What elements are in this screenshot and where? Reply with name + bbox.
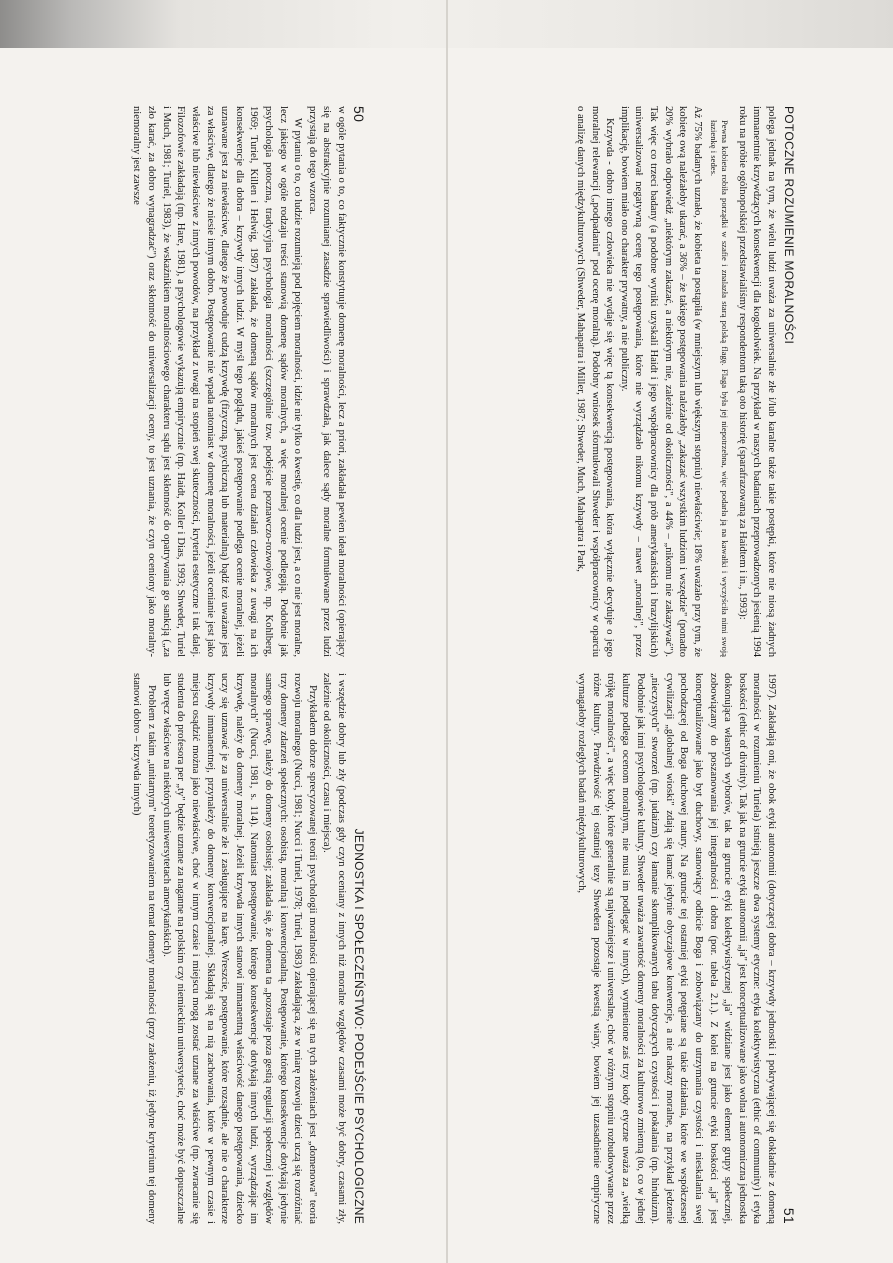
- paragraph: W pytaniu o to, co ludzie rozumieją pod pojęciem moralności, idzie nie tylko o kwestię, co dla ludzi jest, a co nie jest moralne, lecz jakiego w ogóle rodzaju treści stanowią domenę sądów moralnych, a więc moralnej ocenie podlegają. Podobnie jak psychologia potoczna, tradycyjna psychologia moralności (szczególnie tzw. podejście poznawczo-rozwojowe, np. Kohlberg, 1969; Turiel, Killen i Helwig, 1987) zakłada, że domeną sądów moralnych jest ocena działań człowieka z uwagi na ich konsekwencje dla dobra – krzywdy innych ludzi. W myśl tego poglądu, jakieś postępowanie podlega ocenie moralnej, jeżeli uznawane jest za niewłaściwe, dlatego że powoduje cudzą krzywdę (fizyczną, psychiczną lub materialną) bądź też uważane jest za właściwe, dlatego że niesie innym dobro. Postępowanie nie wpada natomiast w domenę moralności, jeżeli ocenianie jest jako właściwe lub niewłaściwe z innych powodów, na przykład z uwagi na stopień swej skuteczności, kryteria estetyczne i tak dalej. Filozofowie zakładają (np. Hare, 1981), a psychologowie wykazują empirycznie (np. Haidt, Koller i Dias, 1993; Shweder, Turiel i Much, 1981; Turiel, 1983), że wskaźnikiem moralnościowego charakteru sądu jest skłonność do opatrywania go sankcją („za zło karać, za dobro wynagradzać") oraz skłonność do uniwersalizacji oceny, to jest uznania, że czyn oceniony jako moralny-niemoralny jest zawsze: [131, 106, 304, 657]
- paragraph: polega jednak na tym, że wielu ludzi uważa za uniwersalnie złe i/lub karalne także takie postępki, które nie niosą żadnych immanentnie krzywdzących konsekwencji dla kogokolwiek. Na przykład w naszych badaniach przeprowadzonych jesienią 1994 roku na próbie ogólnopolskiej przedstawialiśmy respondentom taką oto historię (sparafrazowaną za Haidtem i in., 1993):: [736, 106, 777, 657]
- story-excerpt: Pewna kobieta robiła porządki w szafie i znalazła starą polską flagę. Flaga była jej niepotrzebna, więc podarła ją na kawałki i wyczyściła nimi swoją łazienkę i sedes.: [709, 120, 731, 657]
- page-number: 51: [781, 1207, 797, 1224]
- running-header: JEDNOSTKA I SPOŁECZEŃSTWO: PODEJŚCIE PSYCHOLOGICZNE: [352, 828, 366, 1224]
- left-page-column-1: [18, 106, 348, 657]
- paragraph: Problem z takim „unitarnym" teoretyzowaniem na temat domeny moralności (przy założeniu, iż jedyne kryterium tej domeny stanowi dobro – krzywda innych): [131, 673, 158, 1224]
- left-page: [10, 100, 370, 1230]
- page-number: 50: [351, 106, 367, 123]
- paragraph: Aż 75% badanych uznało, że kobieta ta postąpiła (w mniejszym lub większym stopniu) niewłaściwie; 18% uważało przy tym, że kobietę ową należałoby ukarać, a 36% – że takiego postępowania należałoby „zakazać wszystkim ludziom i wszędzie" (ponadto 20% wybrało odpowiedź „niektórym zakazać, a niektórym nie, zależnie od okoliczności", a 44% – „nikomu nie zakazywać"). Tak więc co trzeci badany (a podobne wyniki uzyskali Haidt i jego współpracownicy dla prób amerykańskich i brazylijskich) uniwersalizował negatywną ocenę tego postępowania, które nie wyrządzało nikomu krzywdy – nawet „moralnej", przez implikację, bowiem miało ono charakter prywatny, a nie publiczny.: [618, 106, 703, 657]
- right-page-header: [778, 100, 800, 1230]
- paragraph: 1997). Zakładają oni, że obok etyki autonomii (dotyczącej dobra – krzywdy jednostki i pokrywającej się dokładnie z domeną moralności w rozumieniu Turiela) istnieją jeszcze dwa systemy etyczne: etyka kolektywistyczna (ethic of community) i etyka boskości (ethic of divinity). Tak jak na gruncie etyki autonomii „ja" jest konceptualizowane jako wolna i autonomiczna jednostka dokonująca własnych wyborów, tak na gruncie etyki kolektywistycznej „ja" widziane jest jako element grupy społecznej, zobowiązany do poszanowania jej integralności i dobra (por. tabela 2.1.). Z kolei na gruncie etyki boskości „ja" jest konceptualizowane jako byt duchowy, stanowiący odbicie Boga i zobowiązany do utrzymania czystości i nieskalania swej pochodzącej od Boga duchowej natury. Na gruncie tej ostatniej etyki potępiane są takie działania, które we współczesnej cywilizacji „globalnej wioski" zdają się łamać jedynie obyczajowe konwencje, a nie nakazy moralne, na przykład jedzenie „nieczystych" stworzeń (np. judaizm) czy łamanie skomplikowanych tabu dotyczących czystości i pokalania (np. hinduizm). Podobnie jak inni psychologowie kultury, Shweder uważa zawartość domeny moralności za kulturowo zmienną (to, co w jednej kulturze podlega ocenom moralnym, nie musi im podlegać w innych), wymienione zaś trzy kody etyczne uważa za „wielką trójkę moralności", a więc kody, które generalnie są najważniejsze i uniwersalne, choć w różnym stopniu rozbudowywane przez różne kultury. Prawdziwość tej ostatniej tezy Shwedera pozostaje kwestią wiary, bowiem jej uzasadnienie empiryczne wymagałoby rozległych badań międzykulturowych,: [576, 673, 777, 1224]
- paragraph: w ogóle pytania o to, co faktycznie konstytuuje domenę moralności, lecz a priori, zakładała pewien ideał moralności (opierający się na abstrakcyjnie rozumianej zasadzie sprawiedliwości) i sprawdzała, jak dalece sądy moralne formułowane przez ludzi przystają do tego wzorca.: [306, 106, 347, 657]
- right-page: [440, 100, 800, 1230]
- running-header: POTOCZNE ROZUMIENIE MORALNOŚCI: [782, 106, 796, 345]
- left-page-column-2: [18, 673, 348, 1224]
- right-page-column-1: [448, 106, 778, 657]
- paragraph: Przykładem dobrze sprecyzowanej teorii psychologii moralności opierającej się na tych założeniach jest „domenowa" teoria rozwoju moralnego (Nucci, 1981; Nucci i Turiel, 1978; Turiel, 1983) zakładająca, że w miarę rozwoju dzieci uczą się rozróżniać trzy domeny zdarzeń społecznych: osobistą, moralną i konwencjonalną. Postępowanie, którego konsekwencje dotykają jedynie samego sprawcę, należy do domeny osobistej; zakłada się, że domena ta „pozostaje poza gestią regulacji społecznej i względów moralnych" (Nucci, 1981, s. 114). Natomiast postępowanie, którego konsekwencje dotykają innych ludzi, wyrządzając im krzywdę, należy do domeny moralnej. Jeżeli krzywda innych stanowi immanentną właściwość danego postępowania, dziecko uczy się uznawać je za uniwersalnie złe i zasługujące na karę. Wreszcie, postępowanie, które rozsądnie, ale nie o charakterze krzywdy immanentnej, przynależy do domeny konwencjonalnej. Składają się na nią zachowania, które w pewnym czasie i miejscu osądzić można jako niewłaściwe, choć w innym czasie i miejscu mogą zostać uznane za właściwe (np. zwracanie się studenta do profesora per „ty" będzie uznane za naganne na polskim czy niemieckim uniwersytecie, choć może być dopuszczalne lub wręcz właściwe na niektórych uniwersytetach amerykańskich).: [160, 673, 318, 1224]
- right-page-column-2: [448, 673, 778, 1224]
- left-page-header: [348, 100, 370, 1230]
- paragraph: Krzywda - dobro innego człowieka nie wydaje się więc tą konsekwencją postępowania, która wyłącznie decyduje o jego moralnej relewancji („podpadaniu" pod ocenę moralną). Podobny wniosek sformułowali Shweder i współpracownicy w oparciu o analizę danych międzykulturowych (Shweder, Mahapatra i Miller, 1987; Shweder, Much, Mahapatra i Park,: [574, 106, 616, 657]
- paragraph: i wszędzie dobry lub zły (podczas gdy czyn oceniany z innych niż moralne względów czasami może być dobry, czasami zły, zależnie od okoliczności, czasu i miejsca).: [321, 673, 347, 1224]
